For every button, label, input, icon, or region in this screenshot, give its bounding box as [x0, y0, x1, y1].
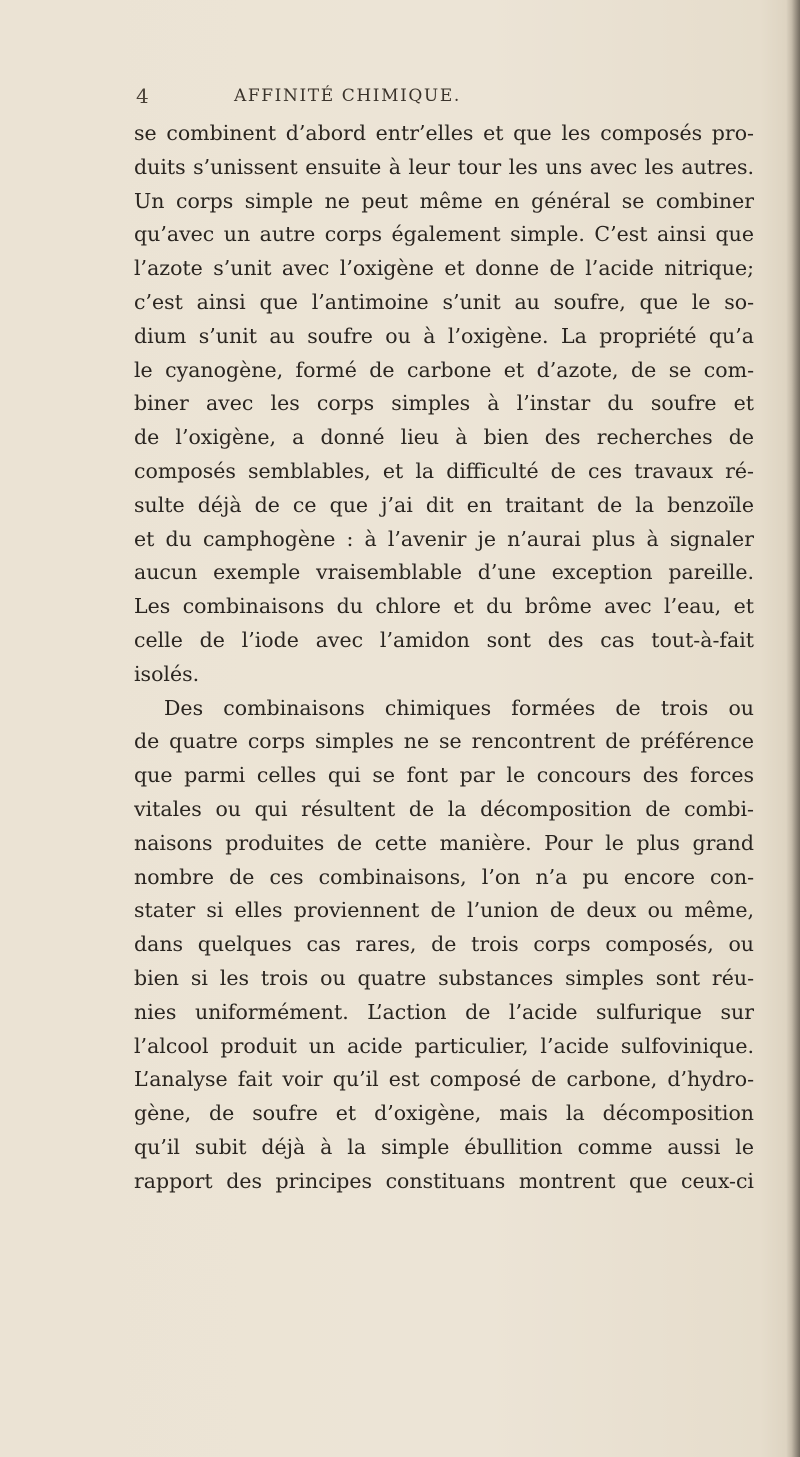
- text-line: qu’avec un autre corps également simple. C’est ainsi que: [134, 222, 754, 247]
- text-line: dium s’unit au soufre ou à l’oxigène. La propriété qu’a: [134, 323, 754, 348]
- page-edge-shadow: [786, 0, 800, 1457]
- text-line: L’analyse fait voir qu’il est composé de carbone, d’hydro-: [134, 1067, 754, 1092]
- text-line: stater si elles proviennent de l’union de deux ou même,: [134, 898, 754, 923]
- text-line: bien si les trois ou quatre substances simples sont réu-: [134, 965, 754, 990]
- text-line: vitales ou qui résultent de la décomposition de combi-: [134, 796, 754, 821]
- text-line: Un corps simple ne peut même en général se combiner: [134, 188, 754, 213]
- text-line: se combinent d’abord entr’elles et que les composés pro-: [134, 121, 754, 145]
- paragraph-end-line: isolés.: [134, 661, 200, 686]
- text-line: le cyanogène, formé de carbone et d’azote, de se com-: [134, 357, 754, 382]
- text-line: aucun exemple vraisemblable d’une exception pareille.: [134, 560, 754, 585]
- text-line: celle de l’iode avec l’amidon sont des cas tout-à-fait: [134, 627, 754, 652]
- text-line: c’est ainsi que l’antimoine s’unit au soufre, que le so-: [134, 289, 754, 314]
- text-line: l’azote s’unit avec l’oxigène et donne de l’acide nitrique;: [134, 256, 754, 281]
- page-number: 4: [136, 84, 149, 108]
- text-line: biner avec les corps simples à l’instar du soufre et: [134, 391, 754, 416]
- text-line: duits s’unissent ensuite à leur tour les uns avec les autres.: [134, 154, 754, 179]
- text-line: gène, de soufre et d’oxigène, mais la décomposition: [134, 1101, 754, 1126]
- text-line: qu’il subit déjà à la simple ébullition comme aussi le: [134, 1134, 754, 1159]
- body-text: [134, 117, 754, 1199]
- text-line: dans quelques cas rares, de trois corps composés, ou: [134, 932, 754, 957]
- text-line: nombre de ces combinaisons, l’on n’a pu encore con-: [134, 864, 754, 889]
- text-line: nies uniformément. L’action de l’acide sulfurique sur: [134, 999, 754, 1024]
- running-title: AFFINITÉ CHIMIQUE.: [234, 86, 461, 106]
- text-line: composés semblables, et la difficulté de ces travaux ré-: [134, 458, 754, 483]
- paragraph-start-line: Des combinaisons chimiques formées de trois ou: [164, 695, 754, 720]
- text-line: sulte déjà de ce que j’ai dit en traitant de la benzoïle: [134, 492, 754, 517]
- text-line: l’alcool produit un acide particulier, l’acide sulfovinique.: [134, 1033, 754, 1058]
- text-line: naisons produites de cette manière. Pour le plus grand: [134, 830, 754, 855]
- text-line: et du camphogène : à l’avenir je n’aurai plus à signaler: [134, 526, 754, 551]
- text-line: Les combinaisons du chlore et du brôme avec l’eau, et: [134, 594, 754, 619]
- text-line: de l’oxigène, a donné lieu à bien des recherches de: [134, 425, 754, 450]
- text-line: que parmi celles qui se font par le concours des forces: [134, 763, 754, 788]
- page-header: [136, 84, 756, 114]
- text-line: de quatre corps simples ne se rencontrent de préférence: [134, 729, 754, 754]
- text-line: rapport des principes constituans montrent que ceux-ci: [134, 1168, 754, 1193]
